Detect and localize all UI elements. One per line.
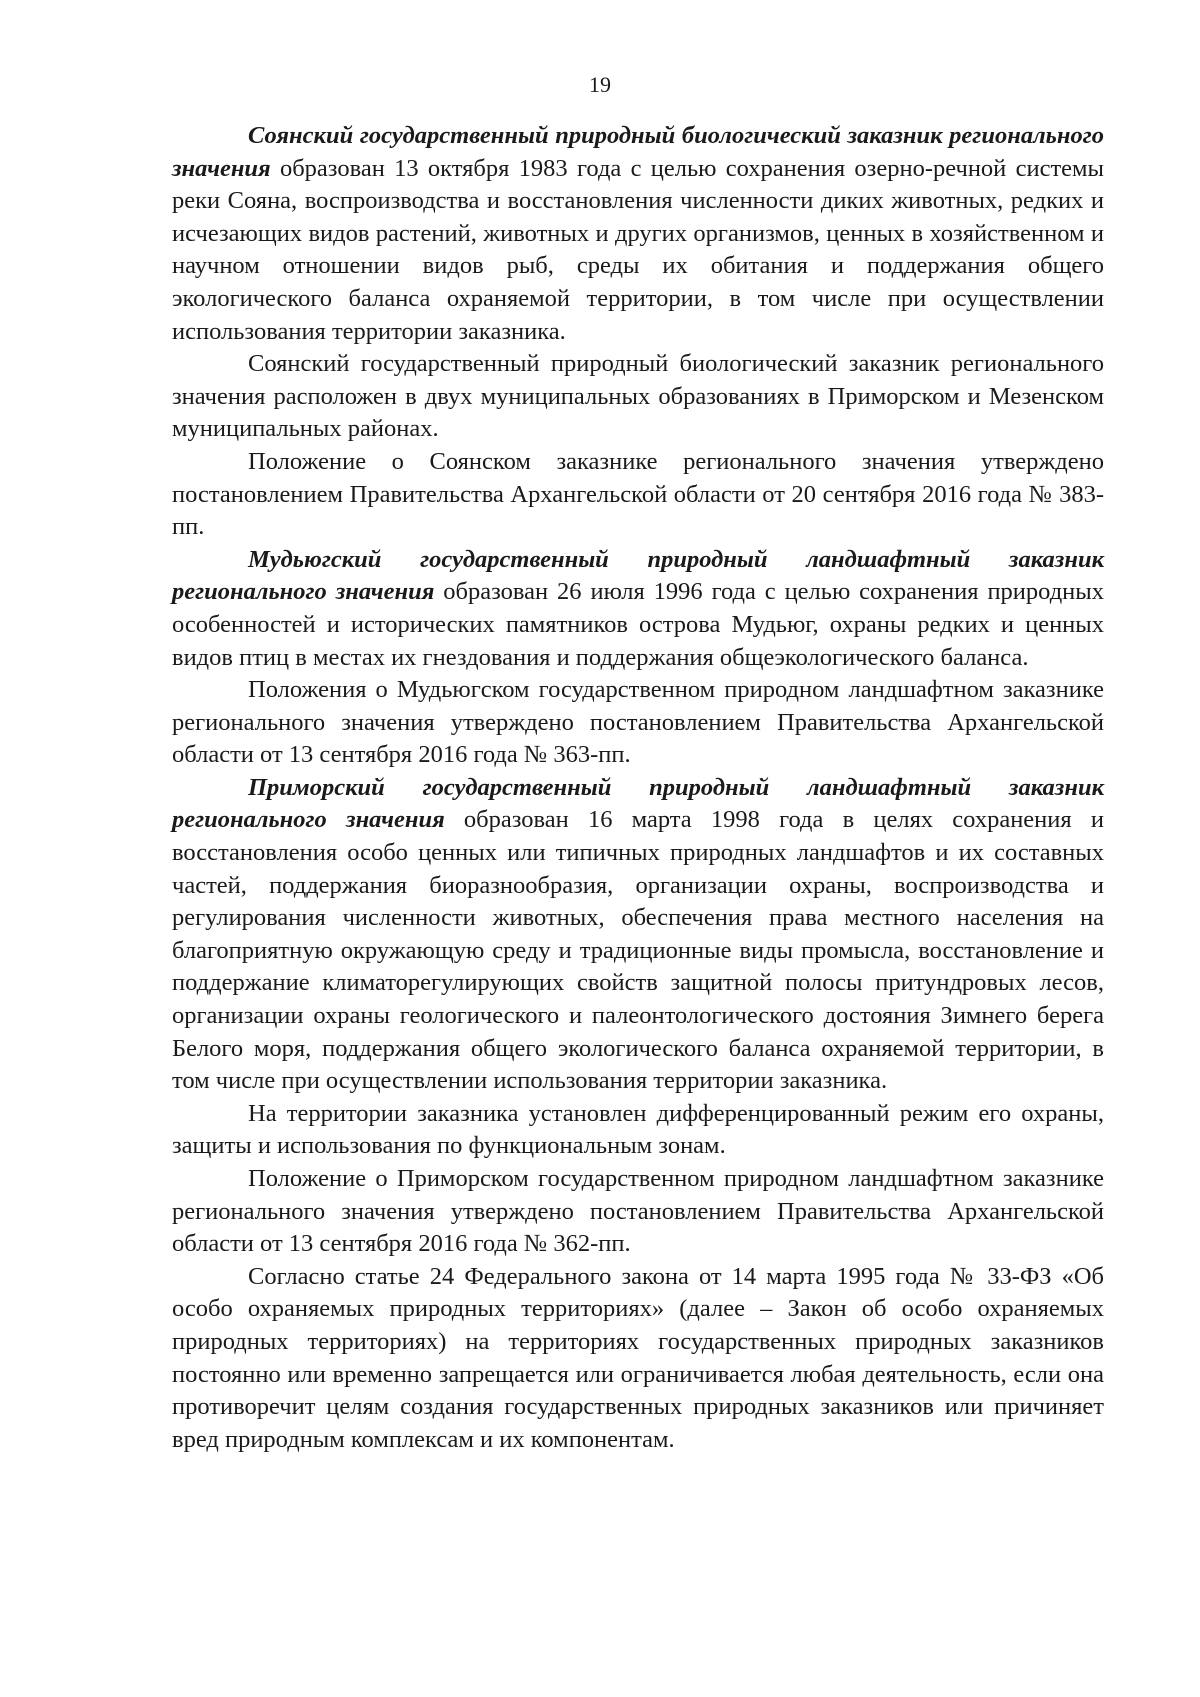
paragraph-mudyug-regulation bbox=[172, 674, 1104, 772]
paragraph-text: Согласно статье 24 Федерального закона от 14 марта 1995 года № 33-ФЗ «Об особо охраняемых природных территориях» (далее – Закон об особо охраняемых природных территориях) на территориях государственных природных заказников постоянно или временно запрещается или ограничивается любая деятельность, если она противоречит целям создания государственных природных заказников или причиняет вред природным комплексам и их компонентам. bbox=[172, 1262, 1104, 1453]
paragraph-soyansky-regulation bbox=[172, 446, 1104, 544]
reserve-name-soyansky: Соянский государственный природный биологический заказник регионального значения bbox=[172, 122, 1104, 182]
paragraph-soyansky-location bbox=[172, 348, 1104, 446]
paragraph-text: Положения о Мудьюгском государственном природном ландшафтном заказнике регионального значения утверждено постановлением Правительства Архангельской области от 13 сентября 2016 года № 363-пп. bbox=[172, 676, 1104, 769]
page-number: 19 bbox=[589, 72, 611, 97]
paragraph-mudyug-reserve bbox=[172, 544, 1104, 674]
paragraph-text: Положение о Соянском заказнике регионального значения утверждено постановлением Правительства Архангельской области от 20 сентября 2016 года № 383-пп. bbox=[172, 447, 1104, 541]
paragraph-federal-law bbox=[172, 1261, 1104, 1457]
paragraph-text: образован 26 июля 1996 года с целью сохранения природных особенностей и исторических памятников острова Мудьюг, охраны редких и ценных видов птиц в местах их гнездования и поддержания общеэкологического баланса. bbox=[172, 578, 1104, 671]
paragraph-soyansky-reserve bbox=[172, 120, 1104, 348]
paragraph-text: На территории заказника установлен дифференцированный режим его охраны, защиты и использования по функциональным зонам. bbox=[172, 1099, 1104, 1160]
paragraph-primorsky-reserve bbox=[172, 772, 1104, 1098]
paragraph-text: образован 13 октября 1983 года с целью сохранения озерно-речной системы реки Сояна, воспроизводства и восстановления численности диких животных, редких и исчезающих видов растений, животных и других организмов, ценных в хозяйственном и научном отношении видов рыб, среды их обитания и поддержания общего экологического баланса охраняемой территории, в том числе при осуществлении использования территории заказника. bbox=[172, 154, 1104, 345]
paragraph-text: Положение о Приморском государственном природном ландшафтном заказнике регионального значения утверждено постановлением Правительства Архангельской области от 13 сентября 2016 года № 362-пп. bbox=[172, 1165, 1104, 1258]
reserve-name-mudyug: Мудьюгский государственный природный ландшафтный заказник регионального значения bbox=[172, 545, 1104, 606]
paragraph-text: Соянский государственный природный биологический заказник регионального значения расположен в двух муниципальных образованиях в Приморском и Мезенском муниципальных районах. bbox=[172, 350, 1104, 443]
paragraph-text: образован 16 марта 1998 года в целях сохранения и восстановления особо ценных или типичных природных ландшафтов и их составных частей, поддержания биоразнообразия, организации охраны, воспроизводства и регулирования численности животных, обеспечения права местного населения на благоприятную окружающую среду и традиционные виды промысла, восстановление и поддержание климаторегулирующих свойств защитной полосы притундровых лесов, организации охраны геологического и палеонтологического достояния Зимнего берега Белого моря, поддержания общего экологического баланса охраняемой территории, в том числе при осуществлении использования территории заказника. bbox=[172, 806, 1104, 1095]
paragraph-primorsky-regulation bbox=[172, 1163, 1104, 1261]
document-body bbox=[172, 120, 1104, 1456]
paragraph-primorsky-zoning bbox=[172, 1098, 1104, 1163]
reserve-name-primorsky: Приморский государственный природный ландшафтный заказник регионального значения bbox=[172, 773, 1104, 834]
